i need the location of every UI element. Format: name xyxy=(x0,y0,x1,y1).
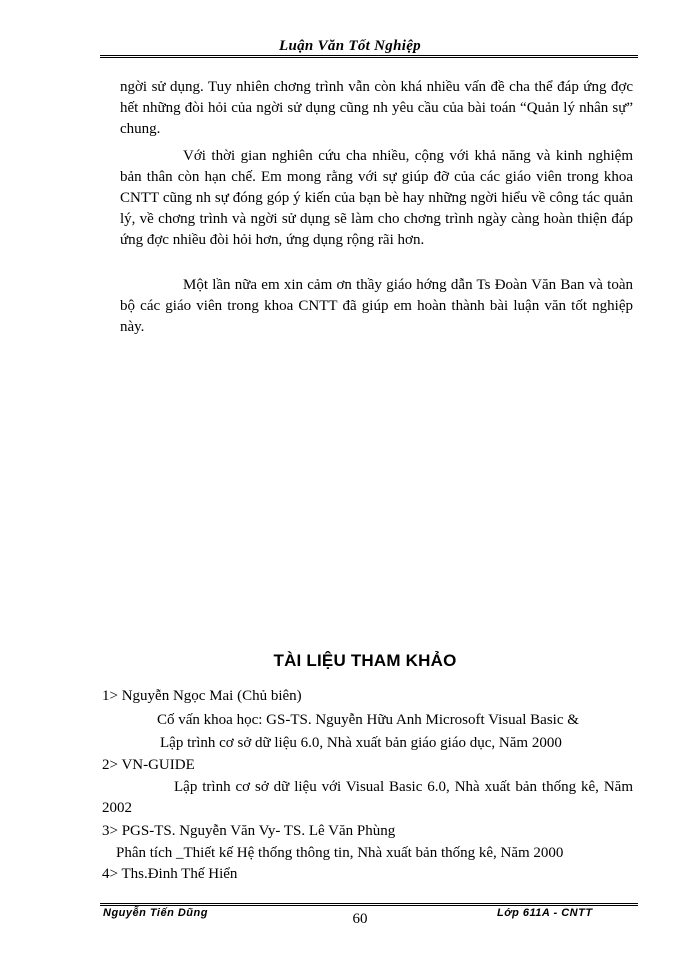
references-title: TÀI LIỆU THAM KHẢO xyxy=(273,651,457,670)
body-paragraph-1: ngời sử dụng. Tuy nhiên chơng trình vẫn còn khá nhiều vấn đề cha thể đáp ứng đợc hết những đòi hỏi của ngời sử dụng cũng nh yêu cầu của bài toán “Quản lý nhân sự” chung. xyxy=(120,79,633,137)
reference-1: 1> Nguyễn Ngọc Mai (Chủ biên) xyxy=(102,688,302,704)
reference-4: 4> Ths.Đinh Thế Hiển xyxy=(102,866,238,882)
footer-rule xyxy=(100,903,638,904)
reference-3: 3> PGS-TS. Nguyễn Văn Vy- TS. Lê Văn Phùng xyxy=(102,823,396,839)
header-title: Luận Văn Tốt Nghiệp xyxy=(279,38,421,54)
reference-2-detail: Lập trình cơ sở dữ liệu với Visual Basic 6.0, Nhà xuất bản thống kê, Năm 2002 xyxy=(102,779,633,816)
footer-class-label: Lớp 611A - CNTT xyxy=(497,907,593,919)
body-paragraph-2: Với thời gian nghiên cứu cha nhiều, cộng với khả năng và kinh nghiệm bản thân còn hạn chế. Em mong rằng với sự giúp đỡ của các giáo viên trong khoa CNTT cũng nh sự đóng góp ý kiến của bạn bè hay những ngời hiểu về công tác quản lý, về chơng trình và ngời sử dụng sẽ làm cho chơng trình ngày càng hoàn thiện đáp ứng đợc nhiều đòi hỏi hơn, ứng dụng rộng rãi hơn. xyxy=(120,148,633,248)
header-rule-secondary xyxy=(100,57,638,58)
footer-author: Nguyễn Tiến Dũng xyxy=(103,907,208,919)
reference-3-detail: Phân tích _Thiết kế Hệ thống thông tin, Nhà xuất bản thống kê, Năm 2000 xyxy=(116,845,564,861)
header-rule xyxy=(100,55,638,56)
reference-1-line-3: Lập trình cơ sở dữ liệu 6.0, Nhà xuất bản giáo giáo dục, Năm 2000 xyxy=(160,735,562,751)
reference-1-line-2: Cố vấn khoa học: GS-TS. Nguyễn Hữu Anh Microsoft Visual Basic & xyxy=(157,712,579,728)
footer-rule-secondary xyxy=(100,905,638,906)
body-paragraph-3: Một lần nữa em xin cảm ơn thầy giáo hớng dẫn Ts Đoàn Văn Ban và toàn bộ các giáo viên trong khoa CNTT đã giúp em hoàn thành bài luận văn tốt nghiệp này. xyxy=(120,277,633,335)
reference-2: 2> VN-GUIDE xyxy=(102,757,195,773)
page-number: 60 xyxy=(352,911,368,927)
